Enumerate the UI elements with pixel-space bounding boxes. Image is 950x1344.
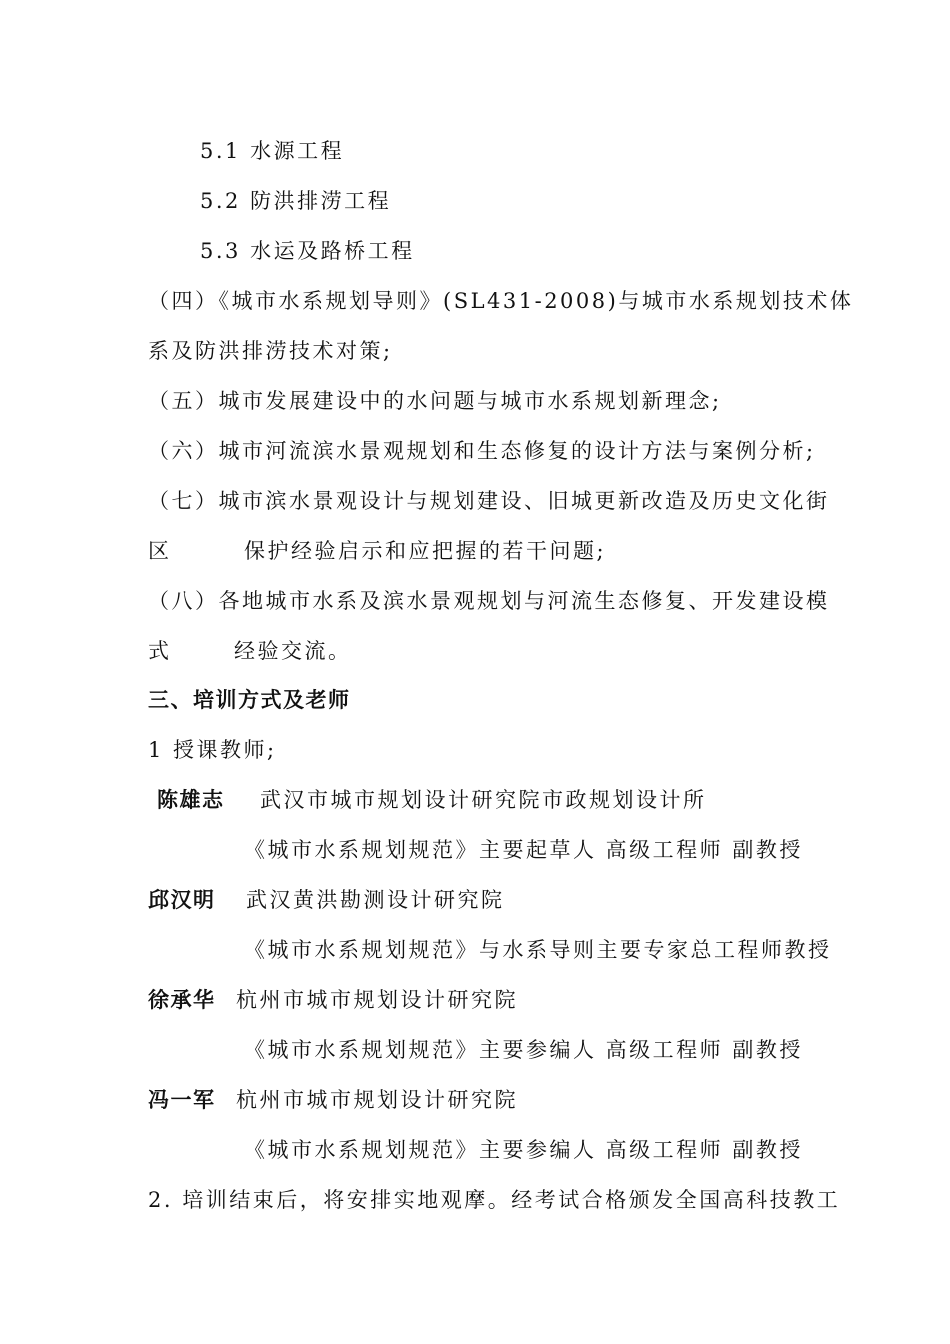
item-8-line-2-prefix: 式 xyxy=(148,639,172,663)
teacher-title: 《城市水系规划规范》主要起草人 高级工程师 副教授 xyxy=(244,838,803,862)
item-4-line-1: （四）《城市水系规划导则》(SL431-2008)与城市水系规划技术体 xyxy=(148,289,854,313)
item-8-line-2: 经验交流。 xyxy=(234,639,352,663)
teacher-org: 武汉黄洪勘测设计研究院 xyxy=(246,888,505,912)
teacher-title: 《城市水系规划规范》主要参编人 高级工程师 副教授 xyxy=(244,1138,803,1162)
teachers-subheading: 1 授课教师; xyxy=(148,738,277,762)
item-7-line-1: （七）城市滨水景观设计与规划建设、旧城更新改造及历史文化街 xyxy=(148,489,830,513)
teacher-name: 邱汉明 xyxy=(148,888,216,912)
sub-item-5-2: 5.2 防洪排涝工程 xyxy=(200,189,392,213)
item-5: （五）城市发展建设中的水问题与城市水系规划新理念; xyxy=(148,389,722,413)
sub-item-5-3: 5.3 水运及路桥工程 xyxy=(200,239,415,263)
teacher-name: 陈雄志 xyxy=(157,788,225,812)
teacher-org: 杭州市城市规划设计研究院 xyxy=(236,988,518,1012)
post-training-note: 2. 培训结束后，将安排实地观摩。经考试合格颁发全国高科技教工 xyxy=(148,1188,841,1212)
item-4-line-2: 系及防洪排涝技术对策; xyxy=(148,339,393,363)
teacher-name: 徐承华 xyxy=(148,988,216,1012)
teacher-name: 冯一军 xyxy=(148,1088,216,1112)
teacher-title: 《城市水系规划规范》主要参编人 高级工程师 副教授 xyxy=(244,1038,803,1062)
section-heading: 三、培训方式及老师 xyxy=(148,688,351,712)
item-8-line-1: （八）各地城市水系及滨水景观规划与河流生态修复、开发建设模 xyxy=(148,589,830,613)
teacher-org: 杭州市城市规划设计研究院 xyxy=(236,1088,518,1112)
sub-item-5-1: 5.1 水源工程 xyxy=(200,139,345,163)
teacher-org: 武汉市城市规划设计研究院市政规划设计所 xyxy=(260,788,707,812)
item-6: （六）城市河流滨水景观规划和生态修复的设计方法与案例分析; xyxy=(148,439,816,463)
item-7-line-2: 保护经验启示和应把握的若干问题; xyxy=(244,539,607,563)
teacher-title: 《城市水系规划规范》与水系导则主要专家总工程师教授 xyxy=(244,938,832,962)
item-7-line-2-prefix: 区 xyxy=(148,539,172,563)
